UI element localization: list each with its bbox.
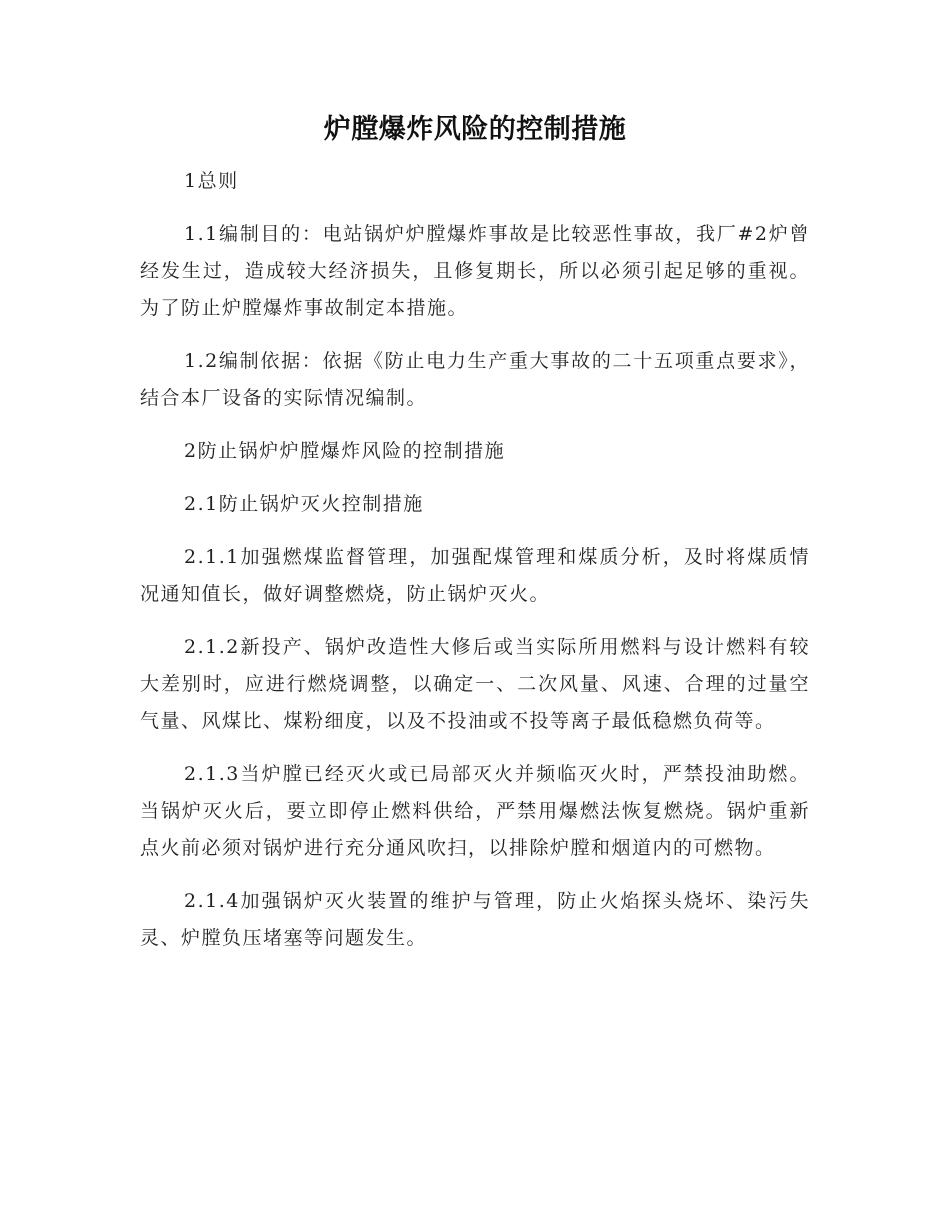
document-body [140,163,810,973]
paragraph: 1.2编制依据：依据《防止电力生产重大事故的二十五项重点要求》，结合本厂设备的实际情况编制。 [140,350,810,409]
subsection-heading: 2.1防止锅炉灭火控制措施 [184,493,424,515]
paragraph: 2.1.2新投产、锅炉改造性大修后或当实际所用燃料与设计燃料有较大差别时，应进行燃烧调整，以确定一、二次风量、风速、合理的过量空气量、风煤比、煤粉细度，以及不投油或不投等离子最低稳燃负荷等。 [140,636,810,732]
paragraph: 2.1.3当炉膛已经灭火或已局部灭火并频临灭火时，严禁投油助燃。当锅炉灭火后，要立即停止燃料供给，严禁用爆燃法恢复燃烧。锅炉重新点火前必须对锅炉进行充分通风吹扫，以排除炉膛和烟道内的可燃物。 [140,763,810,859]
paragraph: 2.1.1加强燃煤监督管理，加强配煤管理和煤质分析，及时将煤质情况通知值长，做好调整燃烧，防止锅炉灭火。 [140,546,810,605]
paragraph: 2.1.4加强锅炉灭火装置的维护与管理，防止火焰探头烧坏、染污失灵、炉膛负压堵塞等问题发生。 [140,890,810,949]
section-heading: 2防止锅炉炉膛爆炸风险的控制措施 [184,440,506,462]
section-heading: 1总则 [184,170,239,192]
document-title: 炉膛爆炸风险的控制措施 [323,114,627,145]
paragraph: 1.1编制目的：电站锅炉炉膛爆炸事故是比较恶性事故，我厂#2炉曾经发生过，造成较大经济损失，且修复期长，所以必须引起足够的重视。为了防止炉膛爆炸事故制定本措施。 [140,223,810,319]
